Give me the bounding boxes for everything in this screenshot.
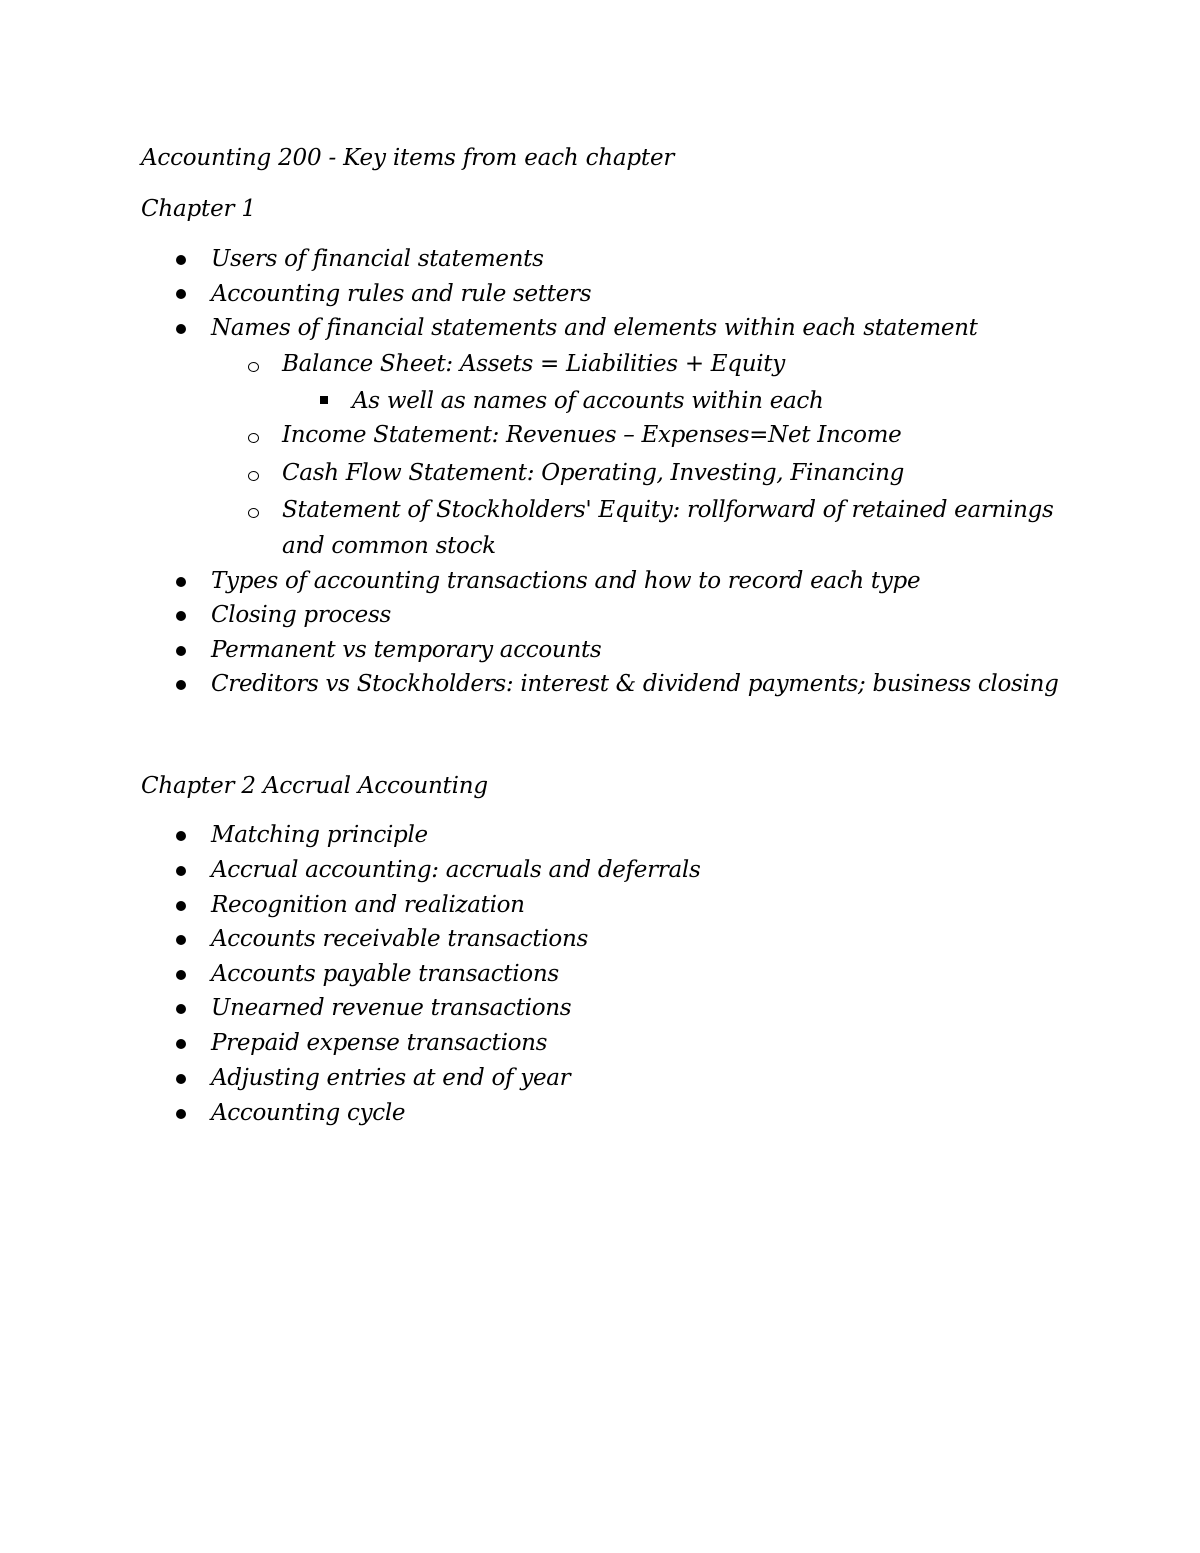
bullet-dot-icon [176,255,186,265]
bullet-dot-icon [176,901,186,911]
bullet-dot-icon [176,1039,186,1049]
list-item: Prepaid expense transactions [211,1030,548,1056]
circle-bullet-icon [248,433,259,443]
bullet-dot-icon [176,1109,186,1119]
bullet-dot-icon [176,1004,186,1014]
list-item: Statement of Stockholders' Equity: rollforward of retained earnings [282,497,1054,523]
list-item: Balance Sheet: Assets = Liabilities + Equity [282,351,785,377]
bullet-dot-icon [176,289,186,299]
list-item: Accounts receivable transactions [211,926,588,952]
bullet-dot-icon [176,1074,186,1084]
list-item: Recognition and realization [211,892,525,918]
bullet-dot-icon [176,970,186,980]
circle-bullet-icon [248,362,259,372]
list-item: Accounts payable transactions [211,961,559,987]
list-item: Creditors vs Stockholders: interest & dividend payments; business closing [211,671,1059,697]
square-bullet-icon [320,396,328,404]
bullet-dot-icon [176,935,186,945]
list-item: Unearned revenue transactions [211,995,572,1021]
list-item: Matching principle [211,822,428,848]
chapter-1-heading: Chapter 1 [141,196,256,222]
bullet-dot-icon [176,611,186,621]
bullet-dot-icon [176,866,186,876]
circle-bullet-icon [248,508,259,518]
list-item: Users of financial statements [211,246,544,272]
list-item: Adjusting entries at end of year [211,1065,571,1091]
list-item: Types of accounting transactions and how to record each type [211,568,921,594]
list-item: Permanent vs temporary accounts [211,637,602,663]
bullet-dot-icon [176,324,186,334]
list-item: Closing process [211,602,391,628]
circle-bullet-icon [248,471,259,481]
list-item: Names of financial statements and elements within each statement [211,315,978,341]
list-item: Income Statement: Revenues – Expenses=Net Income [282,422,902,448]
list-item: Accrual accounting: accruals and deferrals [211,857,701,883]
list-item: Accounting rules and rule setters [211,281,592,307]
list-item: Cash Flow Statement: Operating, Investing, Financing [282,460,905,486]
bullet-dot-icon [176,831,186,841]
list-item-continuation: and common stock [282,533,496,559]
bullet-dot-icon [176,646,186,656]
bullet-dot-icon [176,577,186,587]
chapter-2-heading: Chapter 2 Accrual Accounting [141,773,488,799]
bullet-dot-icon [176,680,186,690]
document-title: Accounting 200 - Key items from each chapter [141,145,675,171]
list-item: As well as names of accounts within each [352,388,824,414]
list-item: Accounting cycle [211,1100,406,1126]
